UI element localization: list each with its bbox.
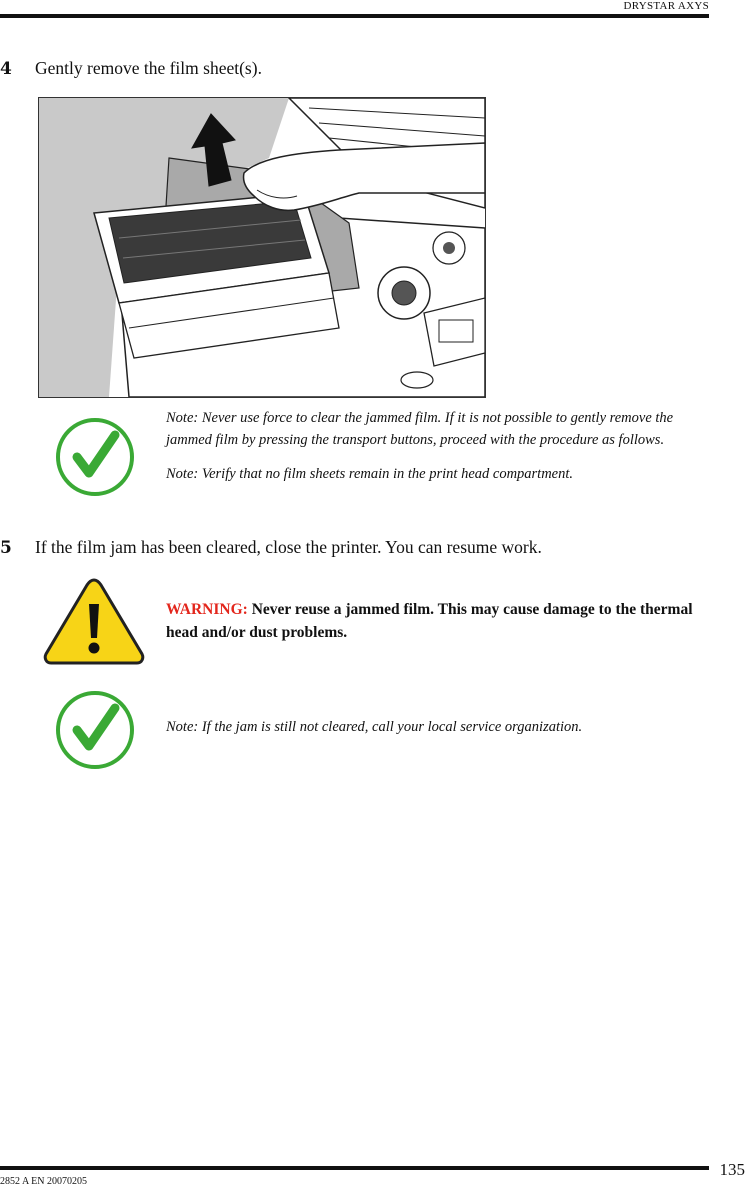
warning-label: WARNING: [166,601,248,618]
step-number: 4 [0,59,35,79]
warning-message [166,598,711,644]
page-number: 135 [720,1160,745,1180]
header-title: DRYSTAR AXYS [623,0,709,12]
note-force-warning: Note: Never use force to clear the jammed film. If it is not possible to gently remove the jammed film by pressing the transport buttons, proceed with the procedure as follows. [166,407,711,451]
note-first [166,407,711,485]
step-text: If the film jam has been cleared, close the printer. You can resume work. [35,537,542,557]
note-second [166,716,711,738]
step-5 [0,537,542,558]
step-number: 5 [0,538,35,558]
note-service: Note: If the jam is still not cleared, call your local service organization. [166,716,711,738]
checkmark-icon [55,690,135,770]
printer-illustration [38,97,486,398]
warning-triangle-icon [42,576,146,666]
step-4 [0,58,262,79]
step-text: Gently remove the film sheet(s). [35,58,262,78]
footer-rule [0,1166,709,1170]
warning-body: Never reuse a jammed film. This may cause damage to the thermal head and/or dust problems. [166,601,693,641]
checkmark-icon [55,417,135,497]
document-code: 2852 A EN 20070205 [0,1176,87,1187]
note-verify: Note: Verify that no film sheets remain in the print head compartment. [166,463,711,485]
header-rule [0,14,709,18]
printer-drawing [39,98,485,397]
